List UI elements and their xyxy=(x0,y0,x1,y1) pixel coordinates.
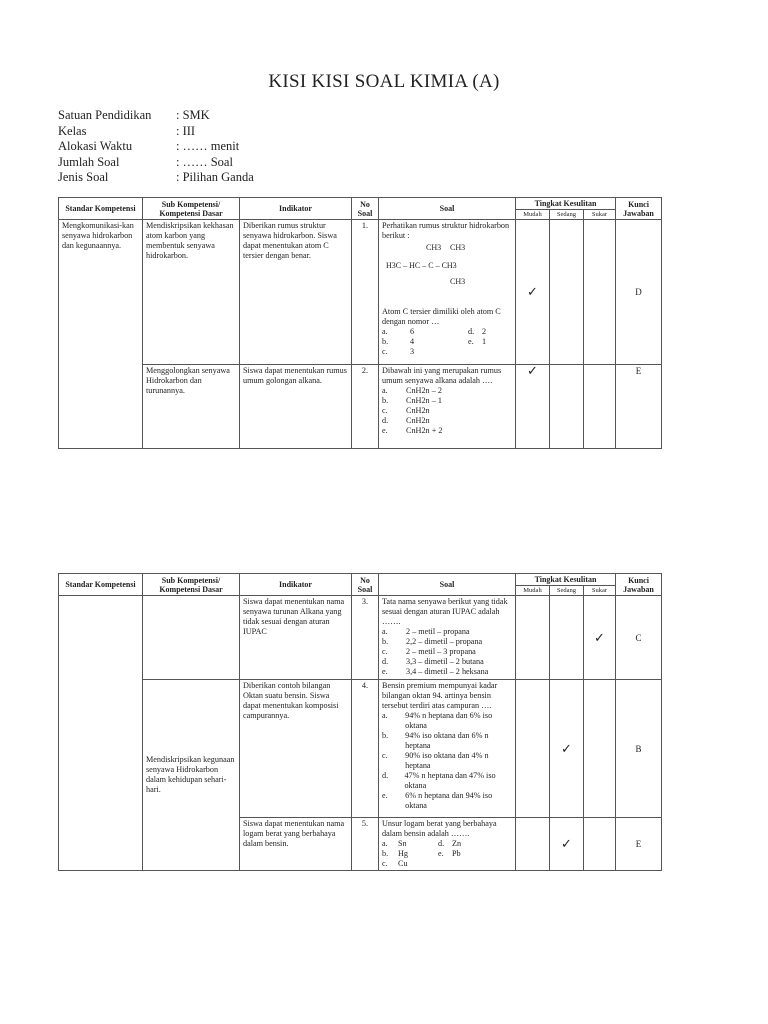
option-row: a. 94% n heptana dan 6% iso oktana xyxy=(382,711,493,730)
meta-label: Jumlah Soal xyxy=(58,154,120,169)
cell-soal xyxy=(379,596,516,680)
option-row: c. Cu xyxy=(382,859,408,868)
cell-no: 4. xyxy=(352,680,379,818)
header-sedang: Sedang xyxy=(550,586,584,596)
header-soal: Soal xyxy=(379,198,516,220)
cell-sukar xyxy=(584,818,616,871)
meta-value: : SMK xyxy=(176,108,210,122)
cell-no: 2. xyxy=(352,365,379,449)
option-row: e. 3,4 – dimetil – 2 heksana xyxy=(382,667,489,676)
cell-sub: Menggolongkan senyawa Hidrokarbon dan turunannya. xyxy=(143,365,240,449)
cell-no: 5. xyxy=(352,818,379,871)
header-tingkat: Tingkat Kesulitan xyxy=(516,198,616,210)
cell-sukar xyxy=(584,680,616,818)
cell-sedang xyxy=(550,365,584,449)
option-row: b. 4 e. 1 xyxy=(382,337,487,346)
option-row: c. 90% iso oktana dan 4% n heptana xyxy=(382,751,489,770)
soal-intro: Tata nama senyawa berikut yang tidak sesuai dengan aturan IUPAC adalah ……. xyxy=(382,597,508,626)
header-no: No Soal xyxy=(352,574,379,596)
soal-intro: Dibawah ini yang merupakan rumus umum senyawa alkana adalah …. xyxy=(382,366,502,385)
cell-kunci: E xyxy=(616,365,662,449)
cell-standar: Mengkomunikasi-kan senyawa hidrokarbon dan kegunaannya. xyxy=(59,220,143,449)
cell-kunci: E xyxy=(616,818,662,871)
meta-value: : Pilihan Ganda xyxy=(176,170,254,184)
header-kunci: Kunci Jawaban xyxy=(616,198,662,220)
meta-row xyxy=(58,108,254,124)
soal-intro: Bensin premium mempunyai kadar bilangan oktan 94. artinya bensin tersebut terdiri atas campuran …. xyxy=(382,681,498,710)
cell-soal xyxy=(379,818,516,871)
formula-main: H3C – HC – C – CH3 xyxy=(386,261,457,270)
cell-mudah xyxy=(516,596,550,680)
cell-no: 3. xyxy=(352,596,379,680)
option-row: b. Hg e. Pb xyxy=(382,849,461,858)
cell-soal xyxy=(379,680,516,818)
check-mudah: ✓ xyxy=(516,220,550,365)
document-meta xyxy=(58,108,254,186)
cell-no: 1. xyxy=(352,220,379,365)
option-row: a. 2 – metil – propana xyxy=(382,627,470,636)
header-mudah: Mudah xyxy=(516,586,550,596)
meta-row xyxy=(58,170,254,186)
option-row: a. Sn d. Zn xyxy=(382,839,462,848)
option-row: b. 94% iso oktana dan 6% n heptana xyxy=(382,731,489,750)
meta-label: Jenis Soal xyxy=(58,170,109,184)
table-row xyxy=(59,365,662,449)
header-kunci: Kunci Jawaban xyxy=(616,574,662,596)
structural-formula xyxy=(382,243,512,303)
soal-intro: Perhatikan rumus struktur hidrokarbon berikut : xyxy=(382,221,510,240)
cell-kunci: D xyxy=(616,220,662,365)
cell-sub: Mendiskripsikan kekhasan atom karbon yang membentuk senyawa hidrokarbon. xyxy=(143,220,240,365)
header-indikator: Indikator xyxy=(240,198,352,220)
header-standar: Standar Kompetensi xyxy=(59,198,143,220)
header-sedang: Sedang xyxy=(550,210,584,220)
header-standar: Standar Kompetensi xyxy=(59,574,143,596)
header-soal: Soal xyxy=(379,574,516,596)
option-row: b. CnH2n – 1 xyxy=(382,396,442,405)
header-tingkat: Tingkat Kesulitan xyxy=(516,574,616,586)
option-row: d. 47% n heptana dan 47% iso oktana xyxy=(382,771,496,790)
option-row: c. CnH2n xyxy=(382,406,430,415)
kisi-table-1 xyxy=(58,197,662,449)
cell-kunci: C xyxy=(616,596,662,680)
check-sedang: ✓ xyxy=(550,818,584,871)
option-row: a. 6 d. 2 xyxy=(382,327,487,336)
cell-mudah xyxy=(516,680,550,818)
table-row xyxy=(59,680,662,818)
cell-soal xyxy=(379,220,516,365)
option-row: a. CnH2n – 2 xyxy=(382,386,442,395)
cell-kunci: B xyxy=(616,680,662,818)
option-row: e. CnH2n + 2 xyxy=(382,426,443,435)
meta-row xyxy=(58,139,254,155)
cell-indikator: Diberikan contoh bilangan Oktan suatu bensin. Siswa dapat menentukan komposisi campurannya. xyxy=(240,680,352,818)
cell-mudah xyxy=(516,818,550,871)
formula-top-2: CH3 xyxy=(450,243,466,252)
meta-label: Kelas xyxy=(58,123,87,138)
meta-row xyxy=(58,155,254,171)
header-mudah: Mudah xyxy=(516,210,550,220)
header-sukar: Sukar xyxy=(584,586,616,596)
soal-intro: Unsur logam berat yang berbahaya dalam bensin adalah ……. xyxy=(382,819,497,838)
formula-top-1: CH3 xyxy=(426,243,442,252)
meta-label: Alokasi Waktu xyxy=(58,139,133,153)
cell-indikator: Siswa dapat menentukan nama senyawa turunan Alkana yang tidak sesuai dengan aturan IUPAC xyxy=(240,596,352,680)
document-title: KISI KISI SOAL KIMIA (A) xyxy=(268,71,500,92)
option-row: d. 3,3 – dimetil – 2 butana xyxy=(382,657,484,666)
cell-standar xyxy=(59,596,143,871)
check-sukar: ✓ xyxy=(584,596,616,680)
option-row: d. CnH2n xyxy=(382,416,430,425)
kisi-table-2 xyxy=(58,573,662,871)
cell-indikator: Diberikan rumus struktur senyawa hidrokarbon. Siswa dapat menentukan atom C tersier dengan benar. xyxy=(240,220,352,365)
header-sub: Sub Kompetensi/ Kompetensi Dasar xyxy=(143,198,240,220)
meta-label: Satuan Pendidikan xyxy=(58,108,152,122)
cell-sub: Mendiskripsikan kegunaan senyawa Hidrokarbon dalam kehidupan sehari-hari. xyxy=(143,680,240,871)
header-no: No Soal xyxy=(352,198,379,220)
cell-soal xyxy=(379,365,516,449)
table-row xyxy=(59,220,662,365)
cell-sedang xyxy=(550,220,584,365)
option-row: b. 2,2 – dimetil – propana xyxy=(382,637,483,646)
check-sedang: ✓ xyxy=(550,680,584,818)
cell-sukar xyxy=(584,365,616,449)
cell-sub xyxy=(143,596,240,680)
cell-sedang xyxy=(550,596,584,680)
meta-row xyxy=(58,124,254,140)
header-indikator: Indikator xyxy=(240,574,352,596)
soal-question: Atom C tersier dimiliki oleh atom C dengan nomor … xyxy=(382,307,501,326)
header-sub: Sub Kompetensi/ Kompetensi Dasar xyxy=(143,574,240,596)
cell-sukar xyxy=(584,220,616,365)
check-mudah: ✓ xyxy=(516,365,550,449)
option-row: c. 3 xyxy=(382,347,415,356)
table-row xyxy=(59,596,662,680)
header-sukar: Sukar xyxy=(584,210,616,220)
option-row: c. 2 – metil – 3 propana xyxy=(382,647,476,656)
meta-value: : …… menit xyxy=(176,139,240,153)
meta-value: : …… Soal xyxy=(176,154,233,169)
cell-indikator: Siswa dapat menentukan nama logam berat yang berbahaya dalam bensin. xyxy=(240,818,352,871)
option-row: e. 6% n heptana dan 94% iso oktana xyxy=(382,791,493,810)
meta-value: : III xyxy=(176,123,196,138)
formula-bottom: CH3 xyxy=(450,277,466,286)
cell-indikator: Siswa dapat menentukan rumus umum golongan alkana. xyxy=(240,365,352,449)
